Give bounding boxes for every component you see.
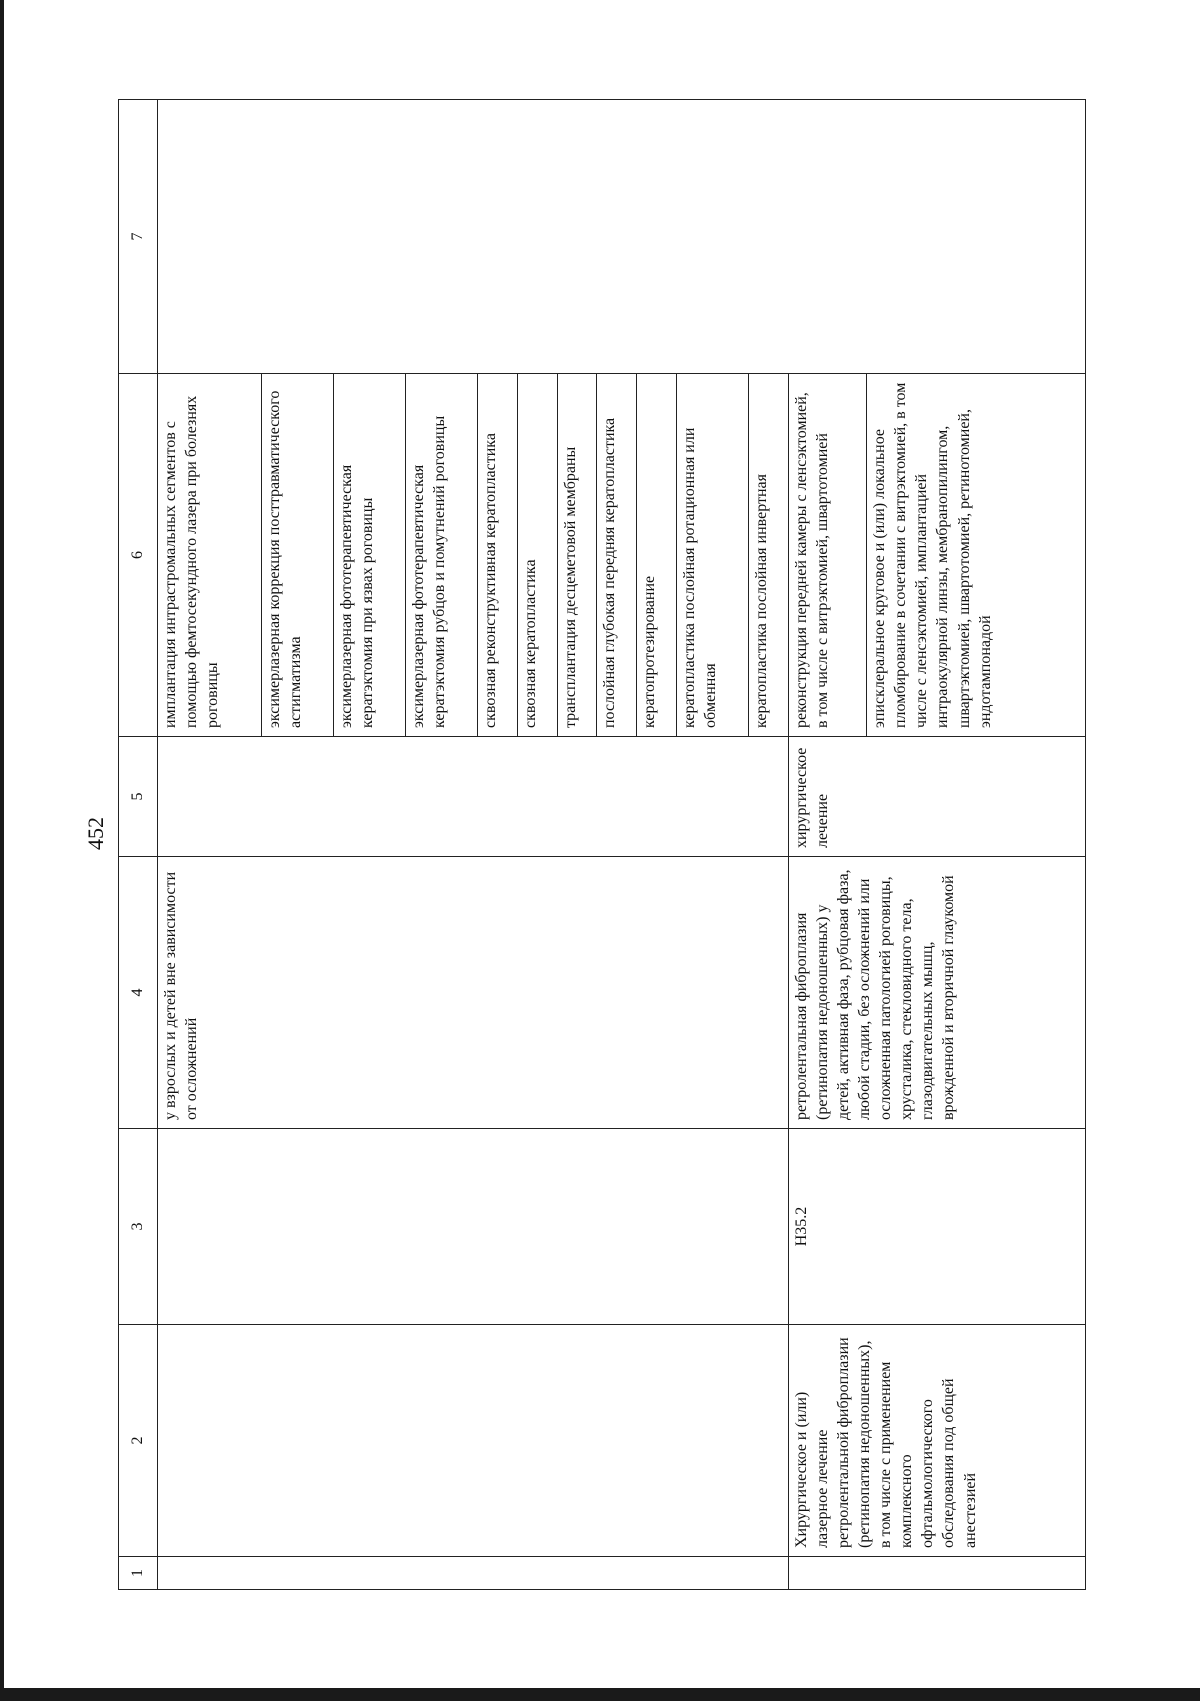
row1-col-1 (158, 1557, 789, 1590)
method-cell: кератопластика послойная ротационная или обменная (676, 374, 748, 737)
method-cell: эписклеральное круговое и (или) локальное пломбирование в сочетании с витрэктомией, в том числе с ленсэктомией, имплантацией интраокулярной линзы, мембранопилингом, швартэктомией, швартотомией, ретинотомией, эндотампонадой (867, 374, 1086, 737)
header-col-1: 1 (119, 1557, 158, 1590)
header-row (119, 100, 158, 1590)
method-cell: послойная глубокая передняя кератопластика (597, 374, 637, 737)
document-table (118, 99, 1086, 1590)
header-col-2: 2 (119, 1325, 158, 1557)
header-col-4: 4 (119, 857, 158, 1129)
method-cell: трансплантация десцеметовой мембраны (557, 374, 597, 737)
method-cell: эксимерлазерная фототерапевтическая кератэктомия рубцов и помутнений роговицы (406, 374, 478, 737)
row1-treatment (158, 737, 789, 857)
row-col-7 (158, 100, 1086, 374)
row1-col-3 (158, 1129, 789, 1325)
row2-condition: ретролентальная фиброплазия (ретинопатия недоношенных) у детей, активная фаза, рубцовая фаза, любой стадии, без осложнений или осложненная патологией роговицы, хрусталика, стекловидного тела, глазодвигательных мышц, врожденной и вторичной глаукомой (788, 857, 1085, 1129)
row1-condition: у взрослых и детей вне зависимости от осложнений (158, 857, 789, 1129)
method-cell: эксимерлазерная коррекция посттравматического астигматизма (262, 374, 334, 737)
method-cell: кератопротезирование (637, 374, 677, 737)
header-col-3: 3 (119, 1129, 158, 1325)
method-cell: реконструкция передней камеры с ленсэктомией, в том числе с витрэктомией, швартотомией (788, 374, 866, 737)
method-cell: сквозная реконструктивная кератопластика (478, 374, 518, 737)
row2-col-1 (788, 1557, 1085, 1590)
row2-treatment: хирургическое лечение (788, 737, 1085, 857)
method-cell: эксимерлазерная фототерапевтическая кератэктомия при язвах роговицы (334, 374, 406, 737)
scan-edge-bottom (0, 1688, 1200, 1701)
page-number: 452 (83, 817, 108, 850)
table-row (158, 100, 262, 1590)
header-col-5: 5 (119, 737, 158, 857)
row2-code: H35.2 (788, 1129, 1085, 1325)
row2-name: Хирургическое и (или) лазерное лечение ретролентальной фиброплазии (ретинопатия недоношенных), в том числе с применением комплексного офтальмологического обследования под общей анестезией (788, 1325, 1085, 1557)
scan-edge-left (0, 0, 4, 1701)
method-cell: кератопластика послойная инвертная (748, 374, 788, 737)
method-cell: сквозная кератопластика (517, 374, 557, 737)
method-cell: имплантация интрастромальных сегментов с помощью фемтосекундного лазера при болезнях роговицы (158, 374, 262, 737)
document-table-wrapper (118, 100, 1086, 1590)
row1-col-2 (158, 1325, 789, 1557)
header-col-7: 7 (119, 100, 158, 374)
header-col-6: 6 (119, 374, 158, 737)
